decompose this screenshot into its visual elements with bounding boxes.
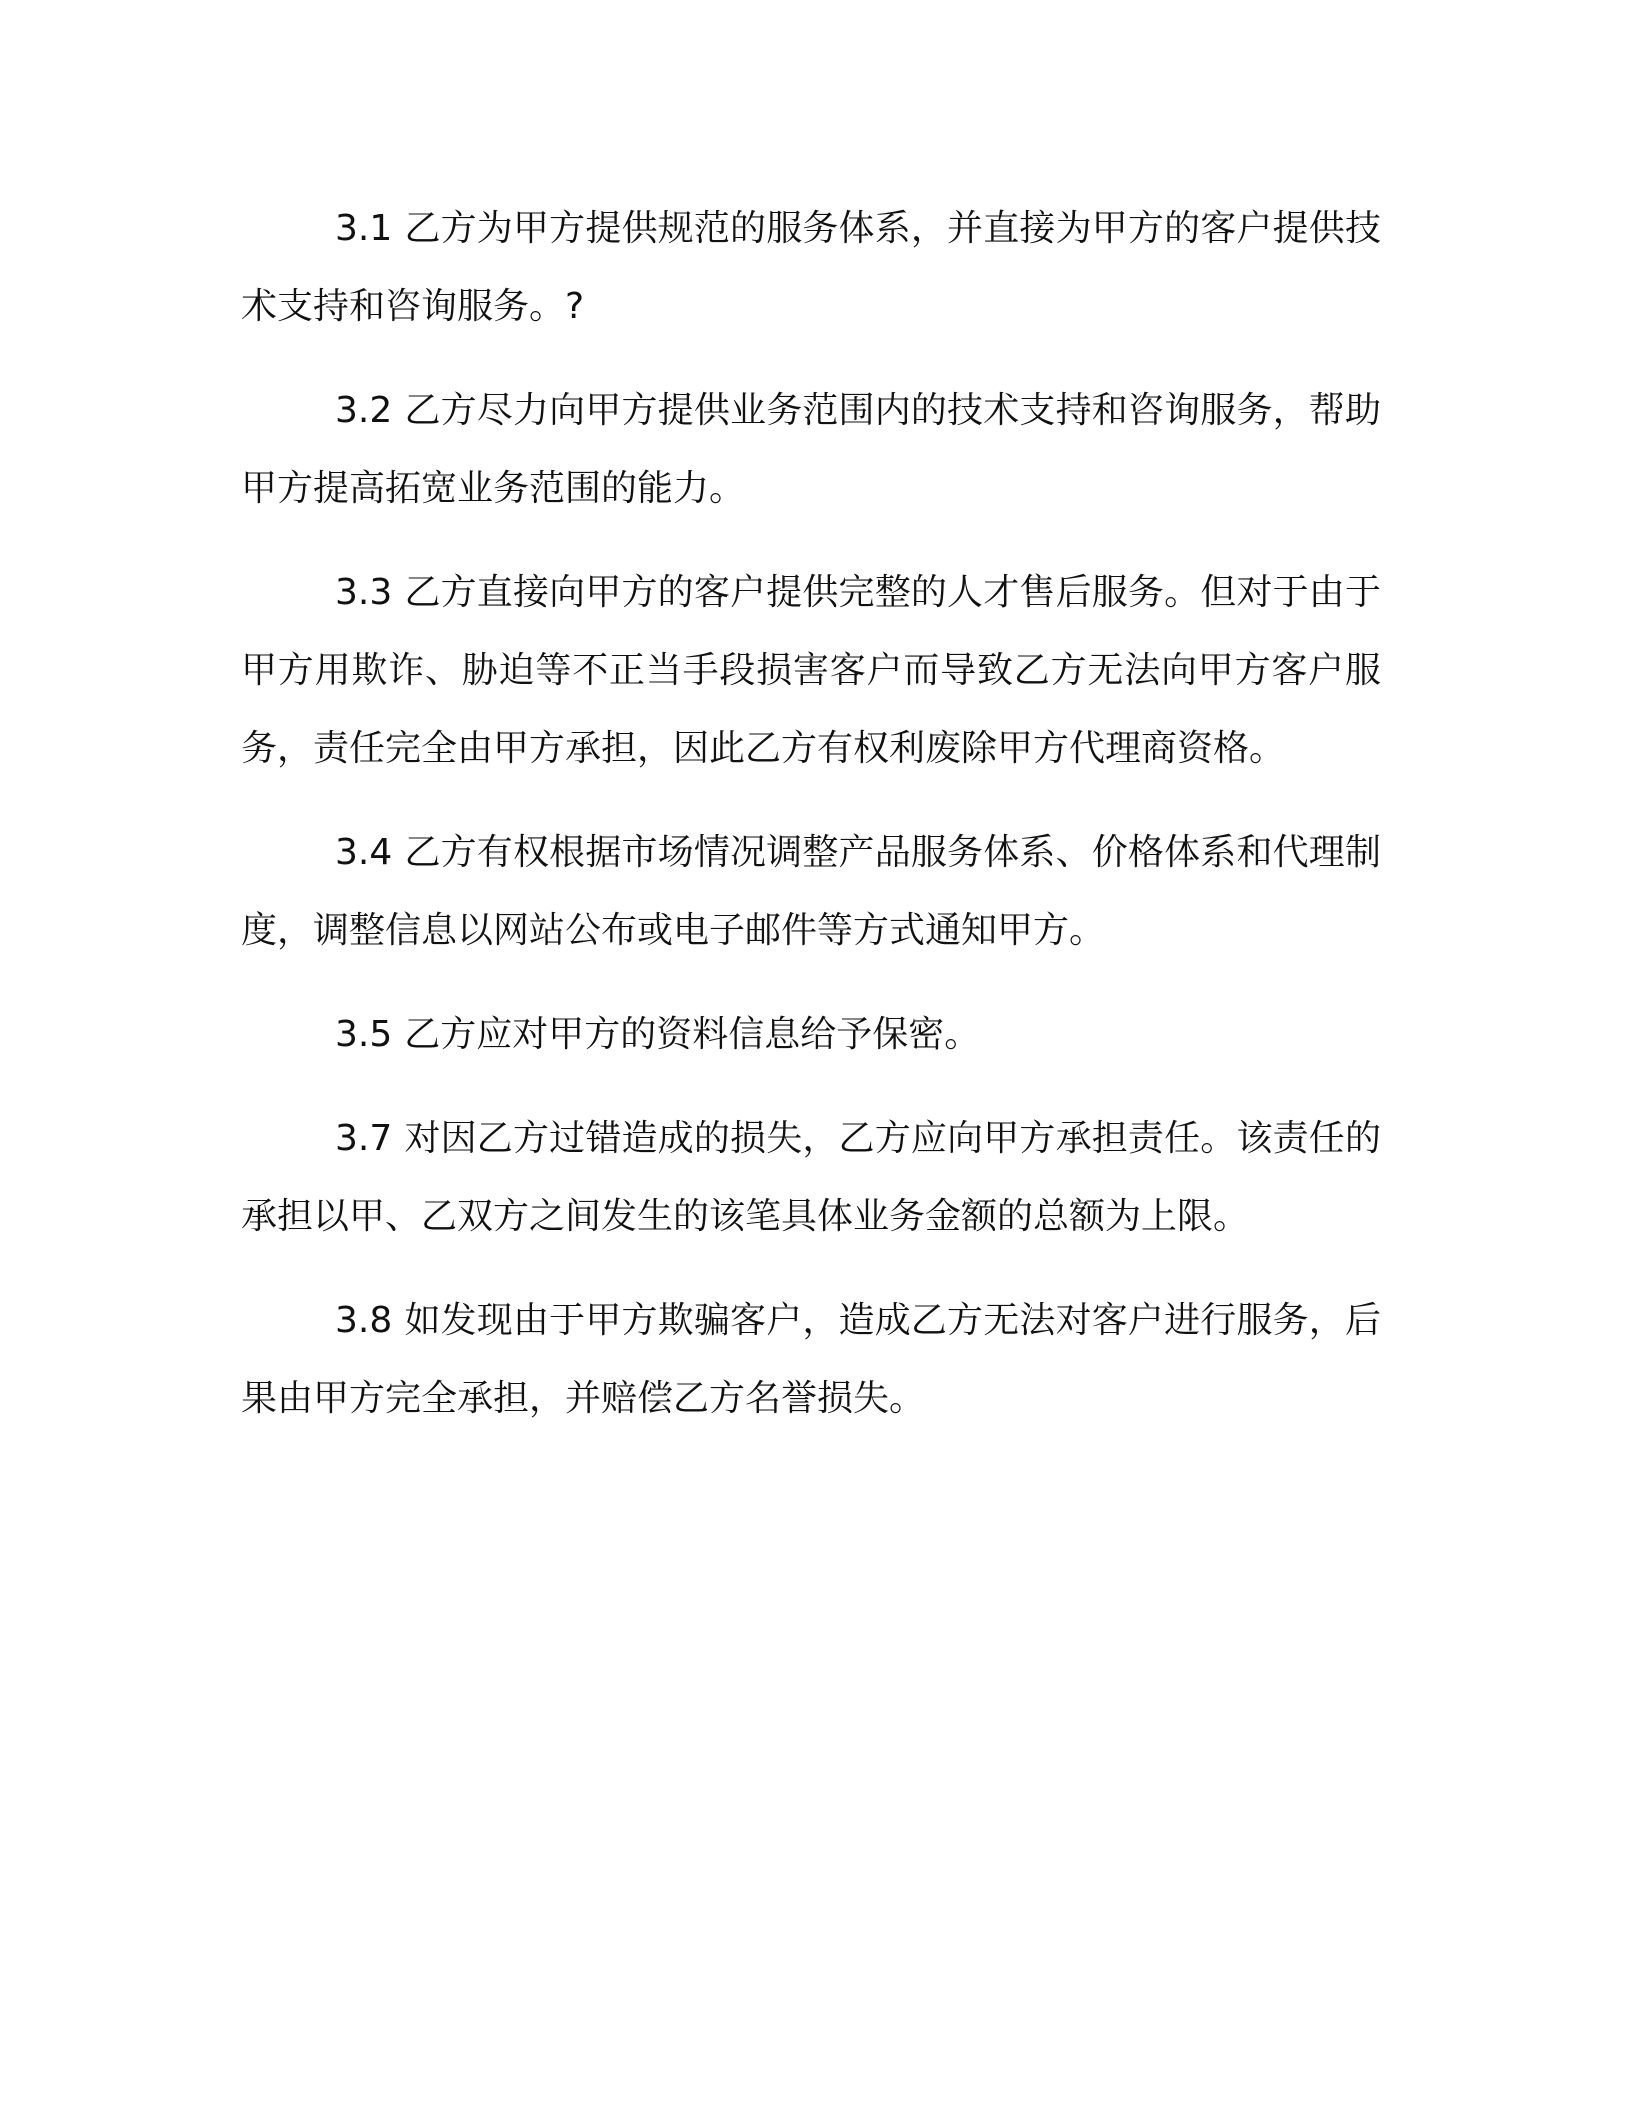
clause-number: 3.5 [335, 1014, 393, 1055]
clause-text: 对因乙方过错造成的损失，乙方应向甲方承担责任。该责任的承担以甲、乙双方之间发生的该笔具体业务金额的总额为上限。 [241, 1118, 1381, 1237]
clause-text: 乙方应对甲方的资料信息给予保密。 [404, 1014, 981, 1055]
clause-3-8 [241, 1282, 1381, 1438]
clause-text: 如发现由于甲方欺骗客户，造成乙方无法对客户进行服务，后果由甲方完全承担，并赔偿乙方名誉损失。 [241, 1300, 1381, 1419]
clause-3-4 [241, 814, 1381, 970]
clause-list [241, 190, 1381, 1464]
clause-3-7 [241, 1100, 1381, 1256]
clause-3-1 [241, 190, 1381, 346]
clause-3-3 [241, 554, 1381, 788]
clause-3-5 [241, 996, 1381, 1074]
clause-number: 3.2 [335, 390, 393, 431]
clause-number: 3.3 [335, 572, 393, 613]
clause-text: 乙方有权根据市场情况调整产品服务体系、价格体系和代理制度，调整信息以网站公布或电子邮件等方式通知甲方。 [241, 832, 1381, 951]
clause-number: 3.7 [335, 1118, 393, 1159]
clause-text: 乙方直接向甲方的客户提供完整的人才售后服务。但对于由于甲方用欺诈、胁迫等不正当手段损害客户而导致乙方无法向甲方客户服务，责任完全由甲方承担，因此乙方有权利废除甲方代理商资格。 [241, 572, 1381, 769]
clause-text: 乙方尽力向甲方提供业务范围内的技术支持和咨询服务，帮助甲方提高拓宽业务范围的能力。 [241, 390, 1381, 509]
clause-number: 3.1 [335, 208, 393, 249]
clause-3-2 [241, 372, 1381, 528]
clause-number: 3.4 [335, 832, 393, 873]
clause-number: 3.8 [335, 1300, 393, 1341]
clause-text: 乙方为甲方提供规范的服务体系，并直接为甲方的客户提供技术支持和咨询服务。? [241, 208, 1381, 327]
